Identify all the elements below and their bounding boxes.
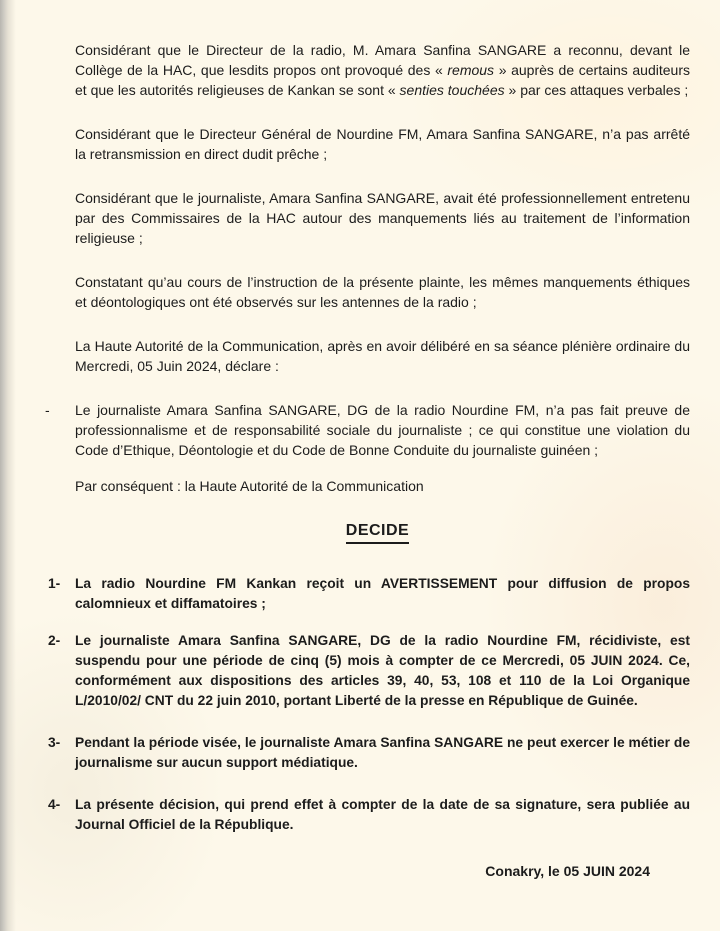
decision-item-1 [48, 574, 690, 614]
paragraph-constatant: Constatant qu’au cours de l’instruction de la présente plainte, les mêmes manquements éthiques et déontologiques ont été observés sur les antennes de la radio ; [75, 274, 690, 310]
decision-item-3 [48, 733, 690, 773]
item-4-number: 4- [48, 797, 61, 812]
item-3-text: Pendant la période visée, le journaliste Amara Sanfina SANGARE ne peut exercer le métier de journalisme sur aucun support médiatique. [75, 735, 690, 770]
decision-item-4 [48, 795, 690, 835]
bullet-dash-marker: - [45, 402, 50, 418]
declaration-bullet [45, 400, 690, 460]
decision-item-2 [48, 631, 690, 711]
dateline: Conakry, le 05 JUIN 2024 [485, 863, 650, 879]
decide-heading: DECIDE [346, 521, 409, 544]
paragraph-declaration-intro: La Haute Autorité de la Communication, après en avoir délibéré en sa séance plénière ordinaire du Mercredi, 05 Juin 2024, déclare : [75, 338, 690, 374]
paragraph-consequence: Par conséquent : la Haute Autorité de la Communication [75, 478, 424, 494]
paragraph-considerant-2: Considérant que le Directeur Général de Nourdine FM, Amara Sanfina SANGARE, n’a pas arrêté la retransmission en direct dudit prêche ; [75, 126, 690, 162]
considerant-1-text-end: » par ces attaques verbales ; [504, 82, 689, 98]
item-3-number: 3- [48, 735, 61, 750]
paragraph-considerant-1 [75, 40, 690, 100]
considerant-1-text: Considérant que le Directeur de la radio, M. Amara Sanfina SANGARE a reconnu, devant le Collège de la HAC, que lesdits propos ont provoqué des « [75, 42, 690, 78]
decide-heading-wrap [65, 520, 690, 544]
declaration-bullet-text: Le journaliste Amara Sanfina SANGARE, DG de la radio Nourdine FM, n’a pas fait preuve de professionnalisme et de responsabilité sociale du journaliste ; ce qui constitue une violation du Code d’Ethique, Déontologie et du Code de Bonne Conduite du journaliste guinéen ; [75, 402, 690, 458]
quoted-term-senties-touchees: senties touchées [399, 82, 505, 98]
considerant-1-text-mid: » auprès de certains auditeurs et que les autorités religieuses de Kankan se sont « [75, 62, 690, 98]
item-1-number: 1- [48, 576, 61, 591]
quoted-term-remous: remous [447, 62, 495, 78]
item-1-text: La radio Nourdine FM Kankan reçoit un AVERTISSEMENT pour diffusion de propos calomnieux et diffamatoires ; [75, 576, 690, 611]
item-4-text: La présente décision, qui prend effet à compter de la date de sa signature, sera publiée au Journal Officiel de la République. [75, 797, 690, 832]
item-2-text: Le journaliste Amara Sanfina SANGARE, DG de la radio Nourdine FM, récidiviste, est suspendu pour une période de cinq (5) mois à compter de ce Mercredi, 05 JUIN 2024. Ce, conformément aux dispositions des articles 39, 40, 53, 108 et 110 de la Loi Organique L/2010/02/ CNT du 22 juin 2010, portant Liberté de la presse en République de Guinée. [75, 633, 690, 708]
item-2-number: 2- [48, 633, 61, 648]
paragraph-considerant-3: Considérant que le journaliste, Amara Sanfina SANGARE, avait été professionnellement entretenu par des Commissaires de la HAC autour des manquements liés au traitement de l’information religieuse ; [75, 190, 690, 246]
